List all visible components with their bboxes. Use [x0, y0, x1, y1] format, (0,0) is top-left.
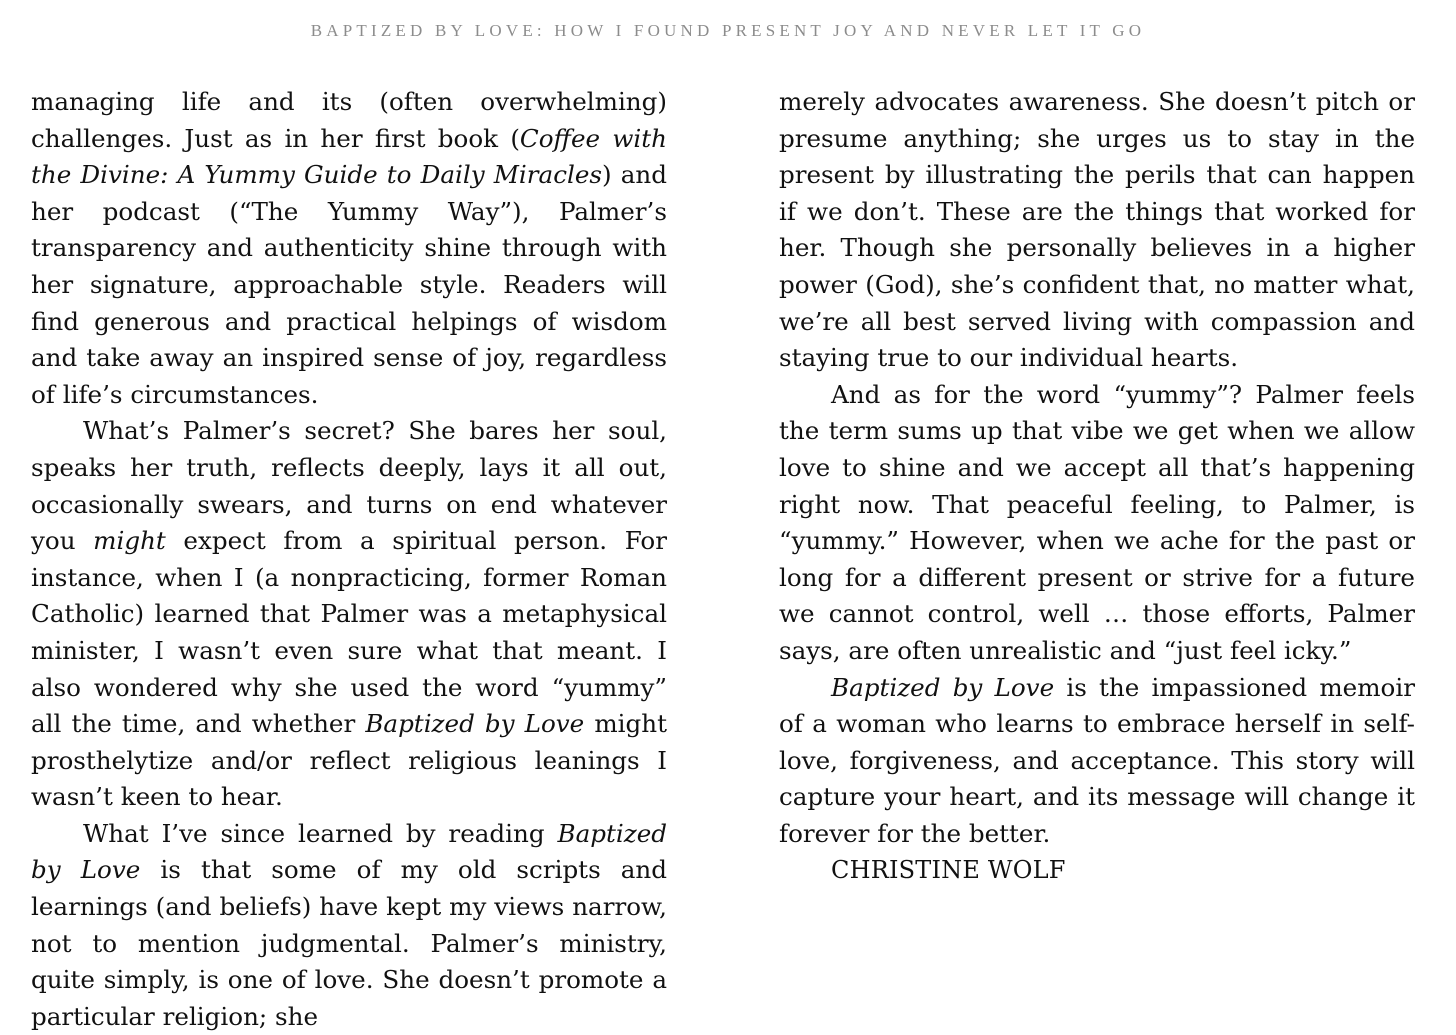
emphasis: might: [93, 526, 166, 556]
paragraph: [779, 377, 1415, 670]
right-column: [779, 84, 1415, 889]
text-run: What I’ve since learned by reading: [83, 818, 558, 848]
book-title: Coffee with the Divine: A Yummy Guide to Daily Miracles: [31, 123, 667, 190]
text-run: is the impassioned memoir of a woman who learns to embrace herself in self-love, forgiveness, and acceptance. This story will capture your heart, and its message will change it forever for the better.: [779, 672, 1415, 848]
book-title: Baptized by Love: [365, 709, 585, 739]
paragraph: [31, 816, 667, 1035]
paragraph: [31, 413, 667, 816]
text-run: is that some of my old scripts and learnings (and beliefs) have kept my views narrow, not to mention judgmental. Palmer’s ministry, quite simply, is one of love. She doesn’t promote a particular religion; she: [31, 855, 668, 1031]
paragraph: [779, 670, 1415, 853]
paragraph-continued: [31, 84, 667, 413]
book-title: Baptized by Love: [31, 818, 667, 885]
author-signature: CHRISTINE WOLF: [831, 856, 1066, 885]
running-head: BAPTIZED BY LOVE: HOW I FOUND PRESENT JOY AND NEVER LET IT GO: [310, 21, 1146, 40]
text-run: might prosthelytize and/or reflect religious leanings I wasn’t keen to hear.: [31, 709, 667, 812]
text-run: managing life and its (often overwhelming) challenges. Just as in her first book (: [31, 87, 667, 153]
text-run: merely advocates awareness. She doesn’t pitch or presume anything; she urges us to stay in the present by illustrating the perils that can happen if we don’t. These are the things that worked for her. Though she personally believes in a higher power (God), she’s confident that, no matter what, we’re all best served living with compassion and staying true to our individual hearts.: [779, 87, 1415, 373]
text-run: expect from a spiritual person. For instance, when I (a nonpracticing, former Roman Catholic) learned that Palmer was a metaphysical minister, I wasn’t even sure what that meant. I also wondered why she used the word “yummy” all the time, and whether: [31, 526, 667, 739]
book-title: Baptized by Love: [831, 672, 1055, 702]
text-run: What’s Palmer’s secret? She bares her soul, speaks her truth, reflects deeply, lays it all out, occasionally swears, and turns on end whatever you: [31, 416, 667, 556]
text-run: ) and her podcast (“The Yummy Way”), Palmer’s transparency and authenticity shine through with her signature, approachable style. Readers will find generous and practical helpings of wisdom and take away an inspired sense of joy, regardless of life’s circumstances.: [31, 160, 667, 409]
paragraph-continued: [779, 84, 1415, 377]
text-run: And as for the word “yummy”? Palmer feels the term sums up that vibe we get when we allow love to shine and we accept all that’s happening right now. That peaceful feeling, to Palmer, is “yummy.” However, when we ache for the past or long for a different present or strive for a future we cannot control, well … those efforts, Palmer says, are often unrealistic and “just feel icky.”: [779, 379, 1415, 665]
left-column: [31, 84, 667, 1035]
